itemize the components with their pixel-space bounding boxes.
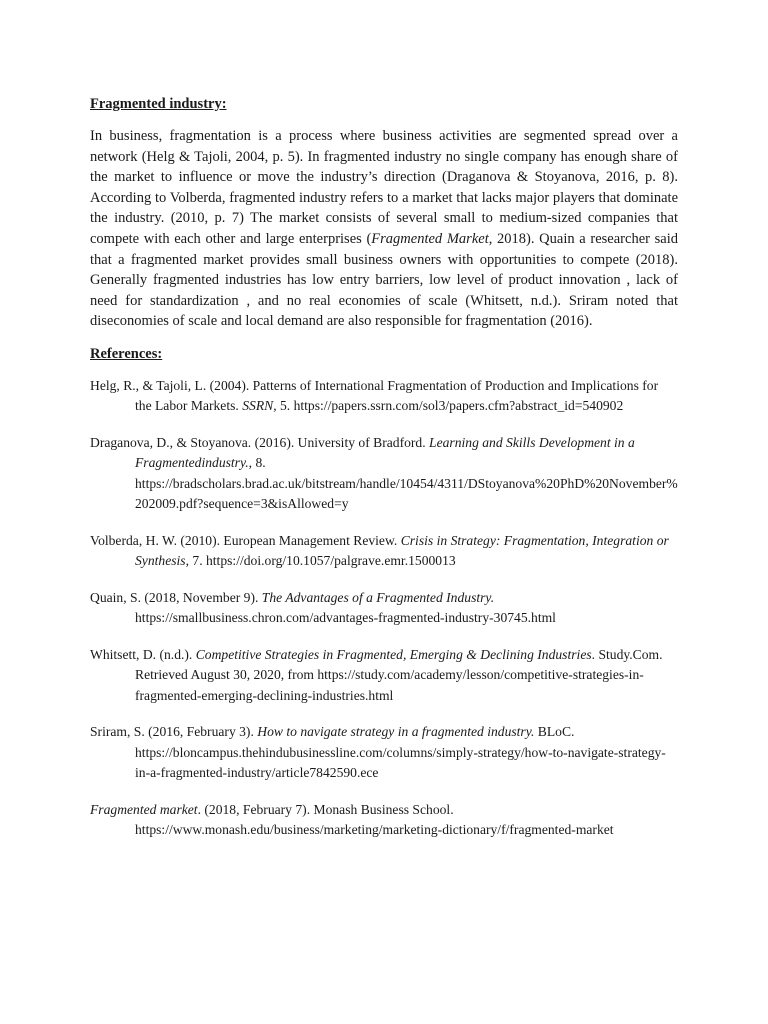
reference-entry xyxy=(90,588,678,629)
reference-url[interactable]: https://bradscholars.brad.ac.uk/bitstream/handle/10454/4311/DStoyanova%20PhD%20November%202009.pdf?sequence=3&isAllowed=y xyxy=(135,475,678,512)
paragraph-text-1: In business, fragmentation is a process where business activities are segmented spread over a network (Helg & Tajoli, 2004, p. 5). In fragmented industry no single company has enough share of the market to influence or move the industry’s direction (Draganova & Stoyanova, 2016, p. 8). According to Volberda, fragmented industry refers to a market that lacks major players that dominate the industry. (2010, p. 7) The market consists of several small to medium-sized companies that compete with each other and large enterprises ( xyxy=(90,128,678,247)
reference-italic-title: How to navigate strategy in a fragmented industry. xyxy=(257,724,535,740)
reference-text: Volberda, H. W. (2010). European Management Review. xyxy=(90,532,401,548)
reference-text: Whitsett, D. (n.d.). xyxy=(90,646,196,662)
reference-list xyxy=(90,376,678,841)
paragraph-italic-title: Fragmented Market xyxy=(371,230,489,247)
reference-url[interactable]: https://www.monash.edu/business/marketing/marketing-dictionary/f/fragmented-market xyxy=(135,822,614,838)
reference-entry xyxy=(90,433,678,515)
reference-text: Draganova, D., & Stoyanova. (2016). University of Bradford. xyxy=(90,434,430,450)
reference-url[interactable]: https://bloncampus.thehindubusinessline.com/columns/simply-strategy/how-to-navigate-strategy-in-a-fragmented-industry/article7842590.ece xyxy=(135,744,666,781)
reference-italic-title: Crisis in Strategy: Fragmentation, Integration or Synthesis xyxy=(135,532,669,569)
reference-text: , 7. https://doi.org/10.1057/palgrave.emr.1500013 xyxy=(185,553,456,569)
body-paragraph xyxy=(90,126,678,332)
reference-text: , 8. xyxy=(248,455,266,471)
reference-italic-title: Fragmented market xyxy=(90,801,198,817)
reference-italic-title: Learning and Skills Development in a Fragmentedindustry. xyxy=(135,434,635,471)
reference-text: Sriram, S. (2016, February 3). xyxy=(90,724,258,740)
reference-url[interactable]: https://smallbusiness.chron.com/advantages-fragmented-industry-30745.html xyxy=(135,610,556,626)
reference-entry xyxy=(90,645,678,707)
paragraph-text-2: , 2018). Quain a researcher said that a fragmented market provides small business owners with opportunities to compete (2018). Generally fragmented industries has low entry barriers, low level of product innovation , lack of need for standardization , and no real economies of scale (Whitsett, n.d.). Sriram noted that diseconomies of scale and local demand are also responsible for fragmentation (2016). xyxy=(90,230,678,330)
reference-italic-title: The Advantages of a Fragmented Industry. xyxy=(261,589,495,605)
reference-italic-title: SSRN xyxy=(242,398,274,414)
reference-text: . Study.Com. Retrieved August 30, 2020, from https://study.com/academy/lesson/competitive-strategies-in-fragmented-emerging-declining-industries.html xyxy=(135,646,663,703)
section-heading: Fragmented industry: xyxy=(90,96,227,112)
reference-entry xyxy=(90,376,678,417)
reference-italic-title: Competitive Strategies in Fragmented, Emerging & Declining Industries xyxy=(195,646,592,662)
reference-text: Helg, R., & Tajoli, L. (2004). Patterns of International Fragmentation of Production and Implications for the Labor Markets. xyxy=(90,377,659,414)
document-page xyxy=(90,94,678,857)
reference-text: BLoC. xyxy=(534,724,575,740)
reference-text: Quain, S. (2018, November 9). xyxy=(90,589,262,605)
reference-text: . (2018, February 7). Monash Business School. xyxy=(197,801,454,817)
reference-entry xyxy=(90,722,678,784)
reference-entry xyxy=(90,800,678,841)
reference-entry xyxy=(90,531,678,572)
reference-text: , 5. https://papers.ssrn.com/sol3/papers.cfm?abstract_id=540902 xyxy=(273,398,624,414)
references-heading: References: xyxy=(90,345,163,362)
